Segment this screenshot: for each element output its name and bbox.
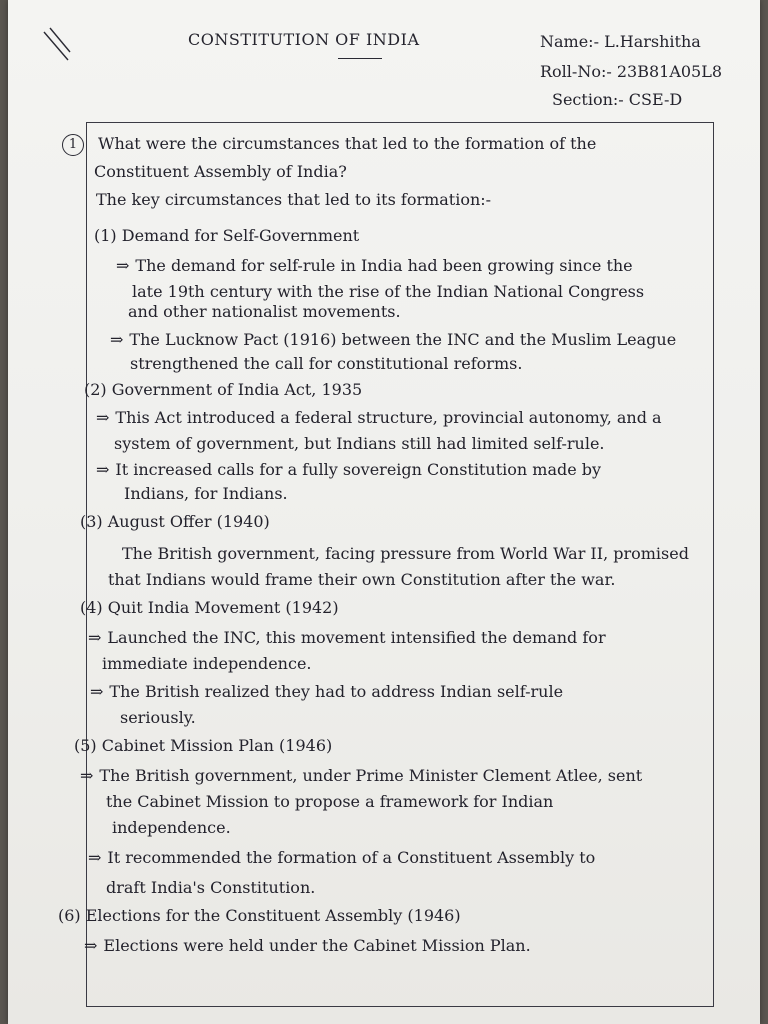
point-heading: (4) Quit India Movement (1942): [80, 598, 339, 617]
student-name: Name:- L.Harshitha: [540, 32, 701, 51]
bullet-line: ⇒ This Act introduced a federal structure, provincial autonomy, and a: [96, 408, 662, 427]
paragraph-line: that Indians would frame their own Constitution after the war.: [108, 570, 616, 589]
paragraph-line: The British government, facing pressure from World War II, promised: [122, 544, 689, 563]
intro-text: The key circumstances that led to its formation:-: [96, 190, 492, 209]
arrow-bullet-icon: ⇒: [88, 628, 102, 647]
arrow-bullet-icon: ⇒: [96, 460, 110, 479]
bullet-line: and other nationalist movements.: [128, 302, 401, 321]
point-heading: (2) Government of India Act, 1935: [84, 380, 363, 399]
bullet-line: late 19th century with the rise of the Indian National Congress: [132, 282, 645, 301]
arrow-bullet-icon: ⇒: [80, 766, 94, 785]
bullet-line: immediate independence.: [102, 654, 312, 673]
arrow-bullet-icon: ⇒: [116, 256, 130, 275]
arrow-bullet-icon: ⇒: [110, 330, 124, 349]
point-heading: (6) Elections for the Constituent Assembly (1946): [58, 906, 461, 925]
bullet-line: ⇒ The Lucknow Pact (1916) between the INC and the Muslim League: [110, 330, 677, 349]
bullet-line: ⇒ The demand for self-rule in India had been growing since the: [116, 256, 633, 275]
bullet-line: ⇒ The British government, under Prime Minister Clement Atlee, sent: [80, 766, 643, 785]
point-heading: (3) August Offer (1940): [80, 512, 270, 531]
bullet-line: ⇒ It recommended the formation of a Constituent Assembly to: [88, 848, 596, 867]
bullet-line: ⇒ The British realized they had to address Indian self-rule: [90, 682, 564, 701]
bullet-line: draft India's Constitution.: [106, 878, 316, 897]
bullet-line: seriously.: [120, 708, 196, 727]
arrow-bullet-icon: ⇒: [90, 682, 104, 701]
arrow-bullet-icon: ⇒: [84, 936, 98, 955]
document-title: CONSTITUTION OF INDIA: [188, 30, 420, 49]
question-text-line: Constituent Assembly of India?: [94, 162, 347, 181]
title-underline: [338, 58, 382, 59]
arrow-bullet-icon: ⇒: [96, 408, 110, 427]
bullet-line: the Cabinet Mission to propose a framework for Indian: [106, 792, 554, 811]
point-heading: (1) Demand for Self-Government: [94, 226, 360, 245]
question-number-badge: 1: [62, 134, 84, 156]
arrow-bullet-icon: ⇒: [88, 848, 102, 867]
bullet-line: Indians, for Indians.: [124, 484, 288, 503]
notebook-page: [8, 0, 760, 1024]
bullet-line: strengthened the call for constitutional reforms.: [130, 354, 523, 373]
question-text-line: What were the circumstances that led to the formation of the: [98, 134, 597, 153]
bullet-line: independence.: [112, 818, 231, 837]
bullet-line: ⇒ Launched the INC, this movement intensified the demand for: [88, 628, 606, 647]
section-label: Section:- CSE-D: [552, 90, 683, 109]
answer-box: [86, 122, 714, 1007]
bullet-line: ⇒ It increased calls for a fully sovereign Constitution made by: [96, 460, 602, 479]
bullet-line: ⇒ Elections were held under the Cabinet Mission Plan.: [84, 936, 531, 955]
point-heading: (5) Cabinet Mission Plan (1946): [74, 736, 333, 755]
roll-number: Roll-No:- 23B81A05L8: [540, 62, 723, 81]
margin-tick-mark: [42, 26, 72, 66]
bullet-line: system of government, but Indians still had limited self-rule.: [114, 434, 605, 453]
